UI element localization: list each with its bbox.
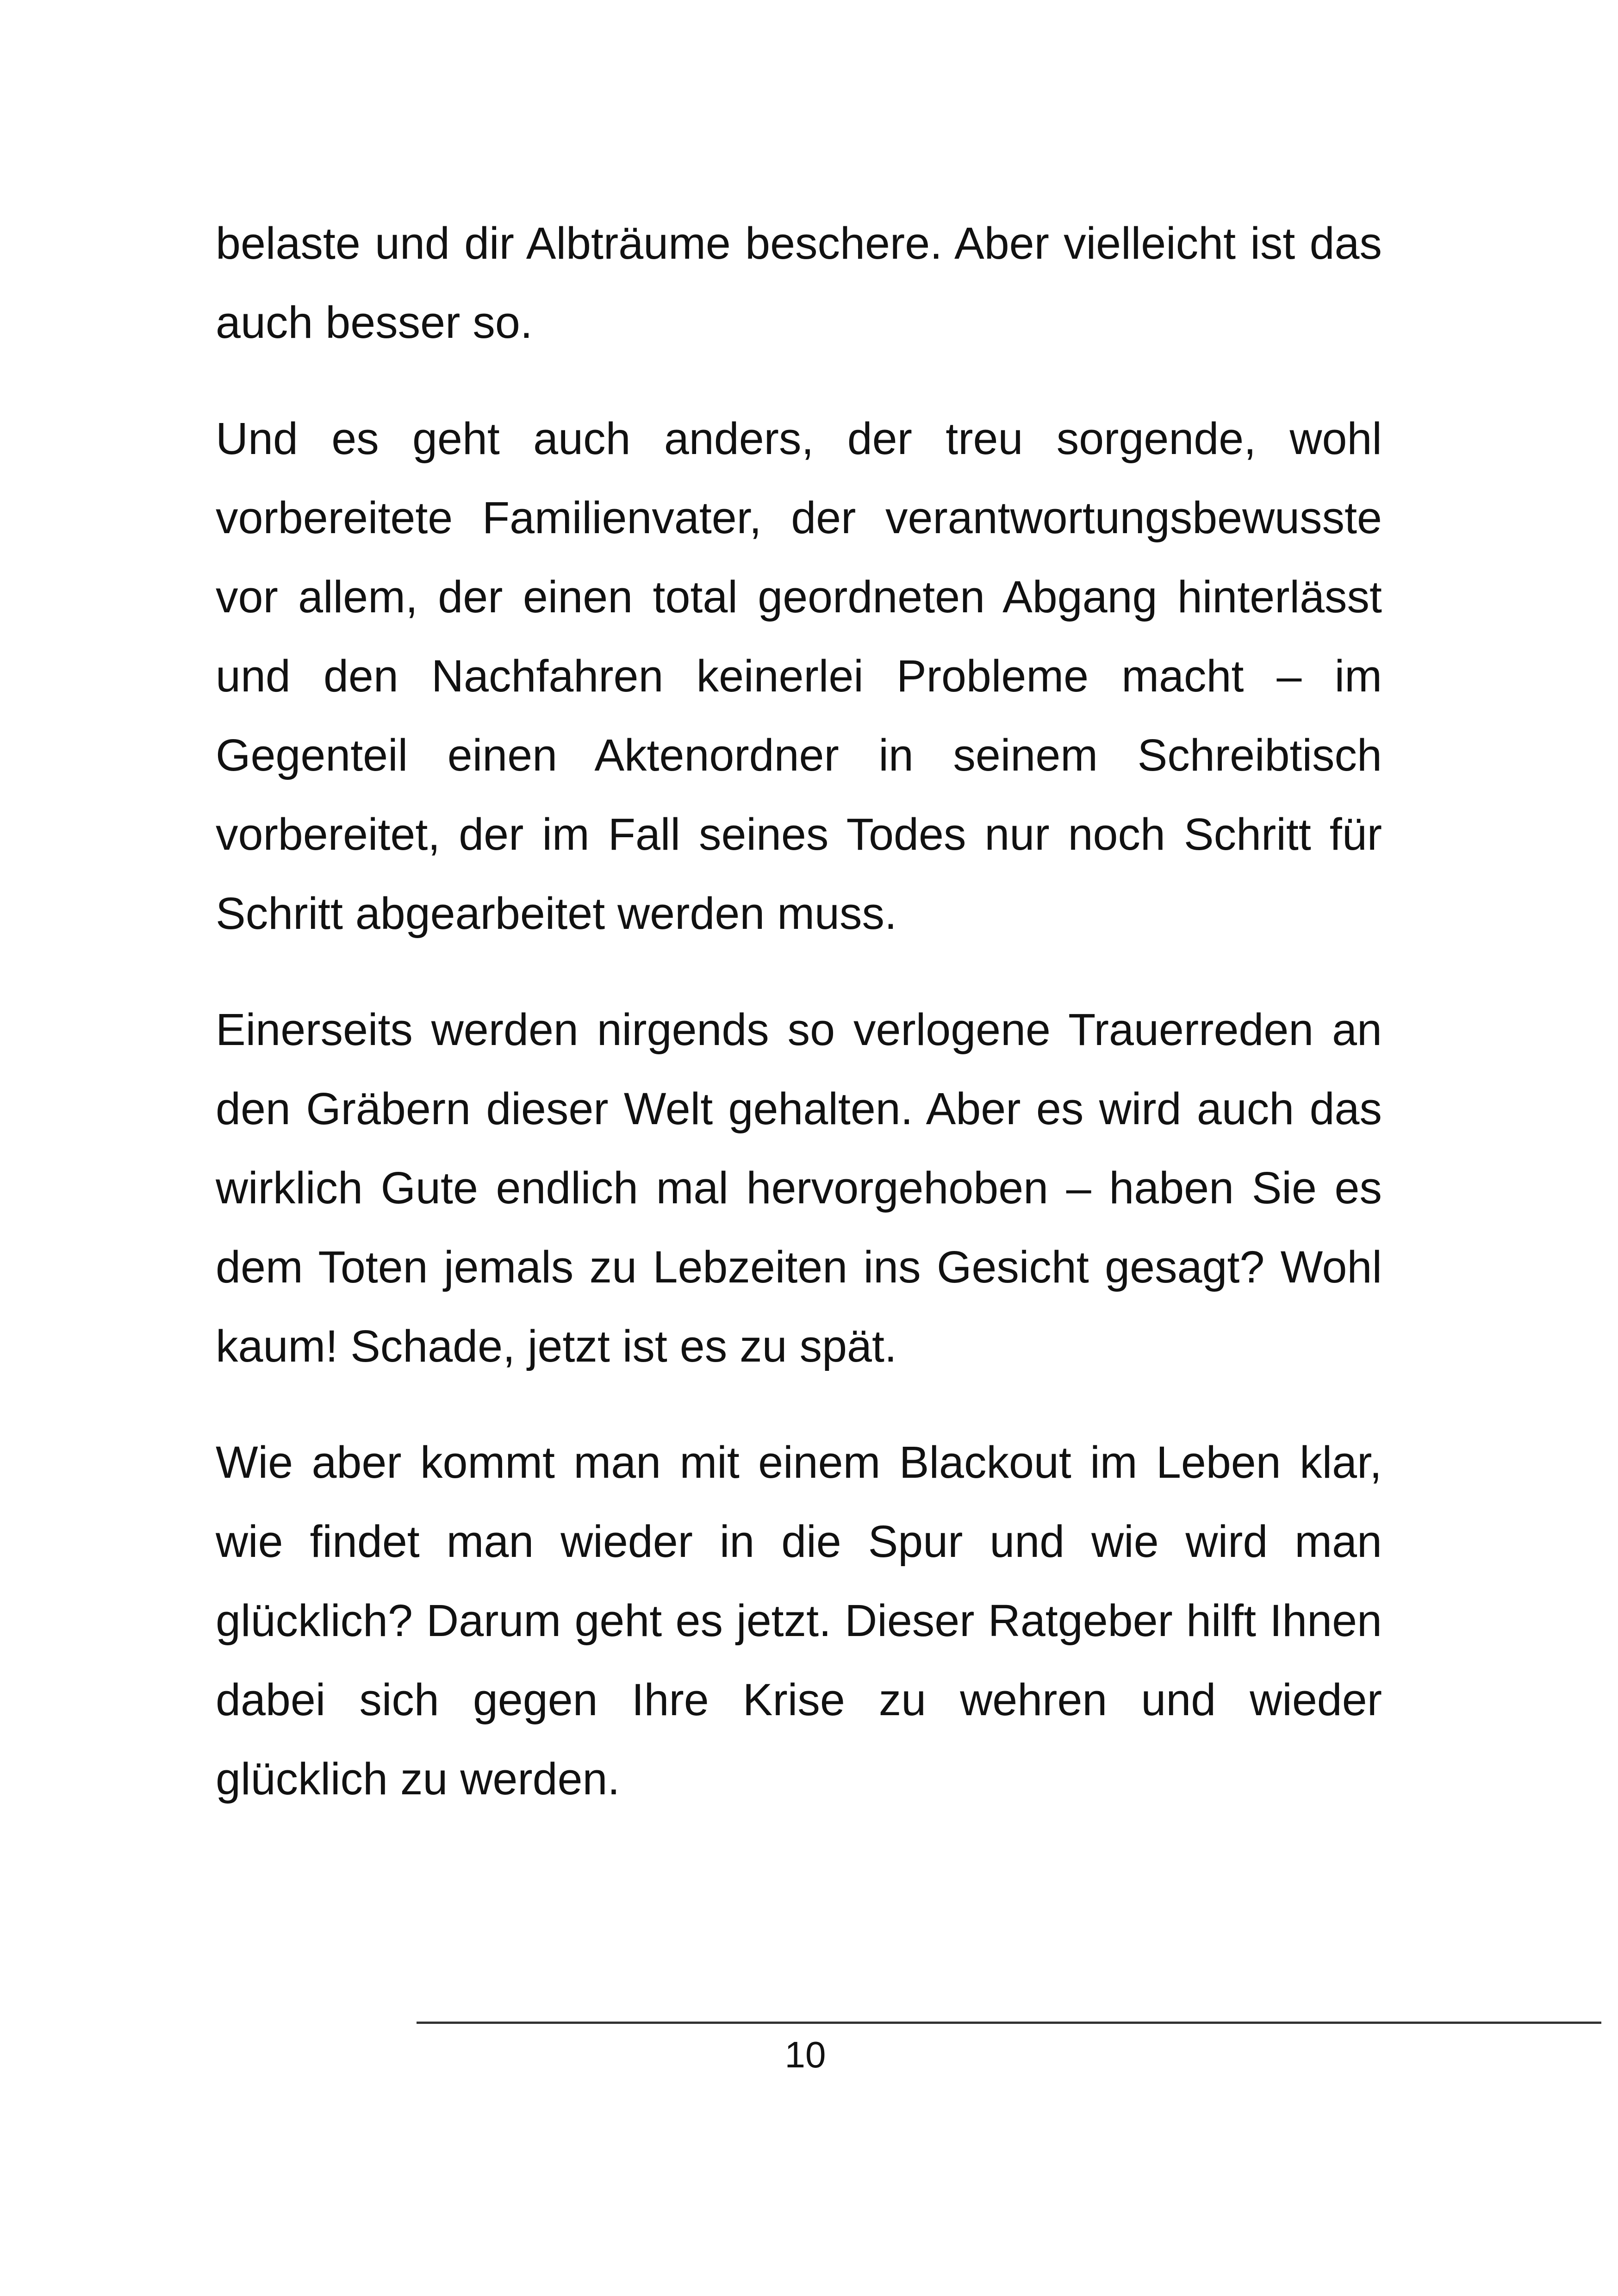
paragraph-4: Wie aber kommt man mit einem Blackout im Leben klar, wie findet man wieder in die Spur und wie wird man glücklich? Darum geht es jetzt. Dieser Ratgeber hilft Ihnen dabei sich gegen Ihre Krise zu wehren und wieder glücklich zu werden. (216, 1437, 1382, 1804)
paragraph-2: Und es geht auch anders, der treu sorgende, wohl vorbereitete Familienvater, der verantwortungsbewusste vor allem, der einen total geordneten Abgang hinterlässt und den Nachfahren keinerlei Probleme macht – im Gegenteil einen Aktenordner in seinem Schreibtisch vorbereitet, der im Fall seines Todes nur noch Schritt für Schritt abgearbeitet werden muss. (216, 413, 1382, 939)
page-number: 10 (784, 2034, 826, 2075)
paragraph-3: Einerseits werden nirgends so verlogene Trauerreden an den Gräbern dieser Welt gehalten. Aber es wird auch das wirklich Gute endlich mal hervorgehoben – haben Sie es dem Toten jemals zu Lebzeiten ins Gesicht gesagt? Wohl kaum! Schade, jetzt ist es zu spät. (216, 1004, 1382, 1371)
body-text (216, 204, 1382, 1855)
footer-divider (417, 2022, 1601, 2024)
paragraph-1: belaste und dir Albträume beschere. Aber vielleicht ist das auch besser so. (216, 218, 1382, 348)
